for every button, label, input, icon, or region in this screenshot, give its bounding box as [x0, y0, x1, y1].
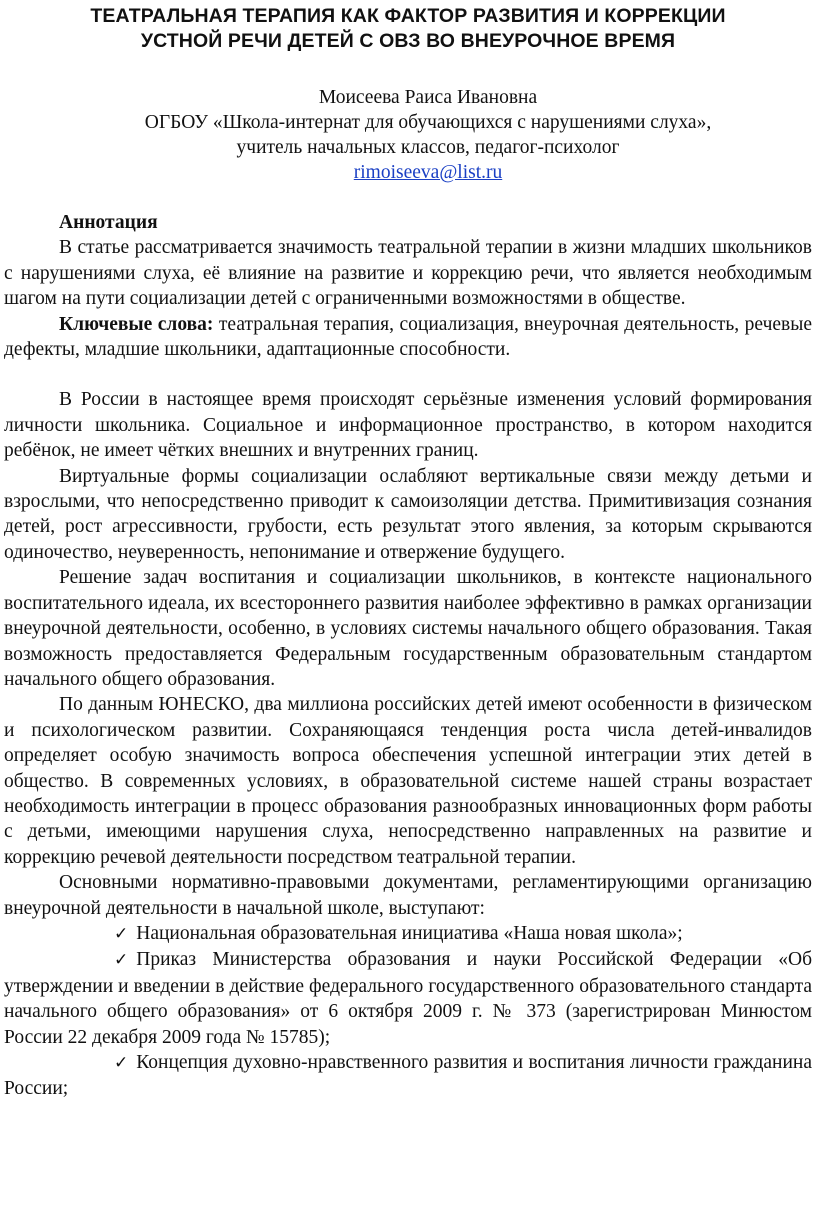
author-block	[4, 85, 812, 185]
keywords-label: Ключевые слова:	[59, 313, 214, 335]
article-body	[4, 210, 812, 1102]
paragraph-4: По данным ЮНЕСКО, два миллиона российских детей имеют особенности в физическом и психологическом развитии. Сохраняющаяся тенденция роста числа детей-инвалидов определяет особую значимость вопроса обеспечения успешной интеграции этих детей в общество. В современных условиях, в образовательной системе нашей страны возрастает необходимость интеграции в процесс образования разнообразных инновационных форм работы с детьми, имеющими нарушения слуха, непосредственно направленных на развитие и коррекцию речевой деятельности посредством театральной терапии.	[4, 694, 812, 868]
author-position: учитель начальных классов, педагог-психолог	[236, 137, 620, 158]
list-item	[4, 1050, 812, 1102]
paragraph-3: Решение задач воспитания и социализации школьников, в контексте национального воспитательного идеала, их всестороннего развития наиболее эффективно в рамках организации внеурочной деятельности, особенно, в условиях системы начального общего образования. Такая возможность предоставляется Федеральным государственным образовательным стандартом начального общего образования.	[4, 567, 812, 690]
keywords-paragraph	[4, 312, 812, 363]
list-item	[4, 947, 812, 1050]
annotation-text: В статье рассматривается значимость театральной терапии в жизни младших школьников с нарушениями слуха, её влияние на развитие и коррекцию речи, что является необходимым шагом на пути социализации детей с ограниченными возможностями в обществе.	[4, 237, 812, 310]
author-name: Моисеева Раиса Ивановна	[318, 87, 538, 108]
paragraph-1: В России в настоящее время происходят серьёзные изменения условий формирования личности школьника. Социальное и информационное пространство, в котором находится ребёнок, не имеет чётких внешних и внутренних границ.	[4, 389, 812, 462]
paragraph-5: Основными нормативно-правовыми документами, регламентирующими организацию внеурочной деятельности в начальной школе, выступают:	[4, 872, 812, 919]
title-line-2: УСТНОЙ РЕЧИ ДЕТЕЙ С ОВЗ ВО ВНЕУРОЧНОЕ ВРЕМЯ	[140, 30, 676, 52]
list-item-text: Приказ Министерства образования и науки Российской Федерации «Об утверждении и введении в действие федерального государственного образовательного стандарта начального общего образования» от 6 октября 2009 г. № 373 (зарегистрирован Минюстом России 22 декабря 2009 года № 15785);	[4, 949, 812, 1048]
list-item-text: Национальная образовательная инициатива «Наша новая школа»;	[136, 922, 683, 944]
check-icon: ✓	[114, 1053, 129, 1073]
check-icon: ✓	[114, 923, 129, 944]
check-icon: ✓	[114, 950, 129, 971]
title-line-1: ТЕАТРАЛЬНАЯ ТЕРАПИЯ КАК ФАКТОР РАЗВИТИЯ И КОРРЕКЦИИ	[90, 5, 726, 27]
spacer	[4, 362, 812, 387]
annotation-heading: Аннотация	[59, 212, 158, 233]
article-title	[4, 4, 812, 54]
keywords-text: театральная терапия, социализация, внеурочная деятельность, речевые дефекты, младшие школьники, адаптационные способности.	[4, 313, 813, 361]
author-organization: ОГБОУ «Школа-интернат для обучающихся с нарушениями слуха»,	[144, 112, 712, 133]
list-item-text: Концепция духовно-нравственного развития и воспитания личности гражданина России;	[4, 1052, 812, 1100]
author-email-link[interactable]: rimoiseeva@list.ru	[353, 162, 503, 183]
list-item	[4, 921, 812, 947]
paragraph-2: Виртуальные формы социализации ослабляют вертикальные связи между детьми и взрослыми, что непосредственно приводит к самоизоляции детства. Примитивизация сознания детей, рост агрессивности, грубости, есть результат этого явления, за которым скрываются одиночество, неуверенность, непонимание и отвержение будущего.	[4, 465, 812, 563]
